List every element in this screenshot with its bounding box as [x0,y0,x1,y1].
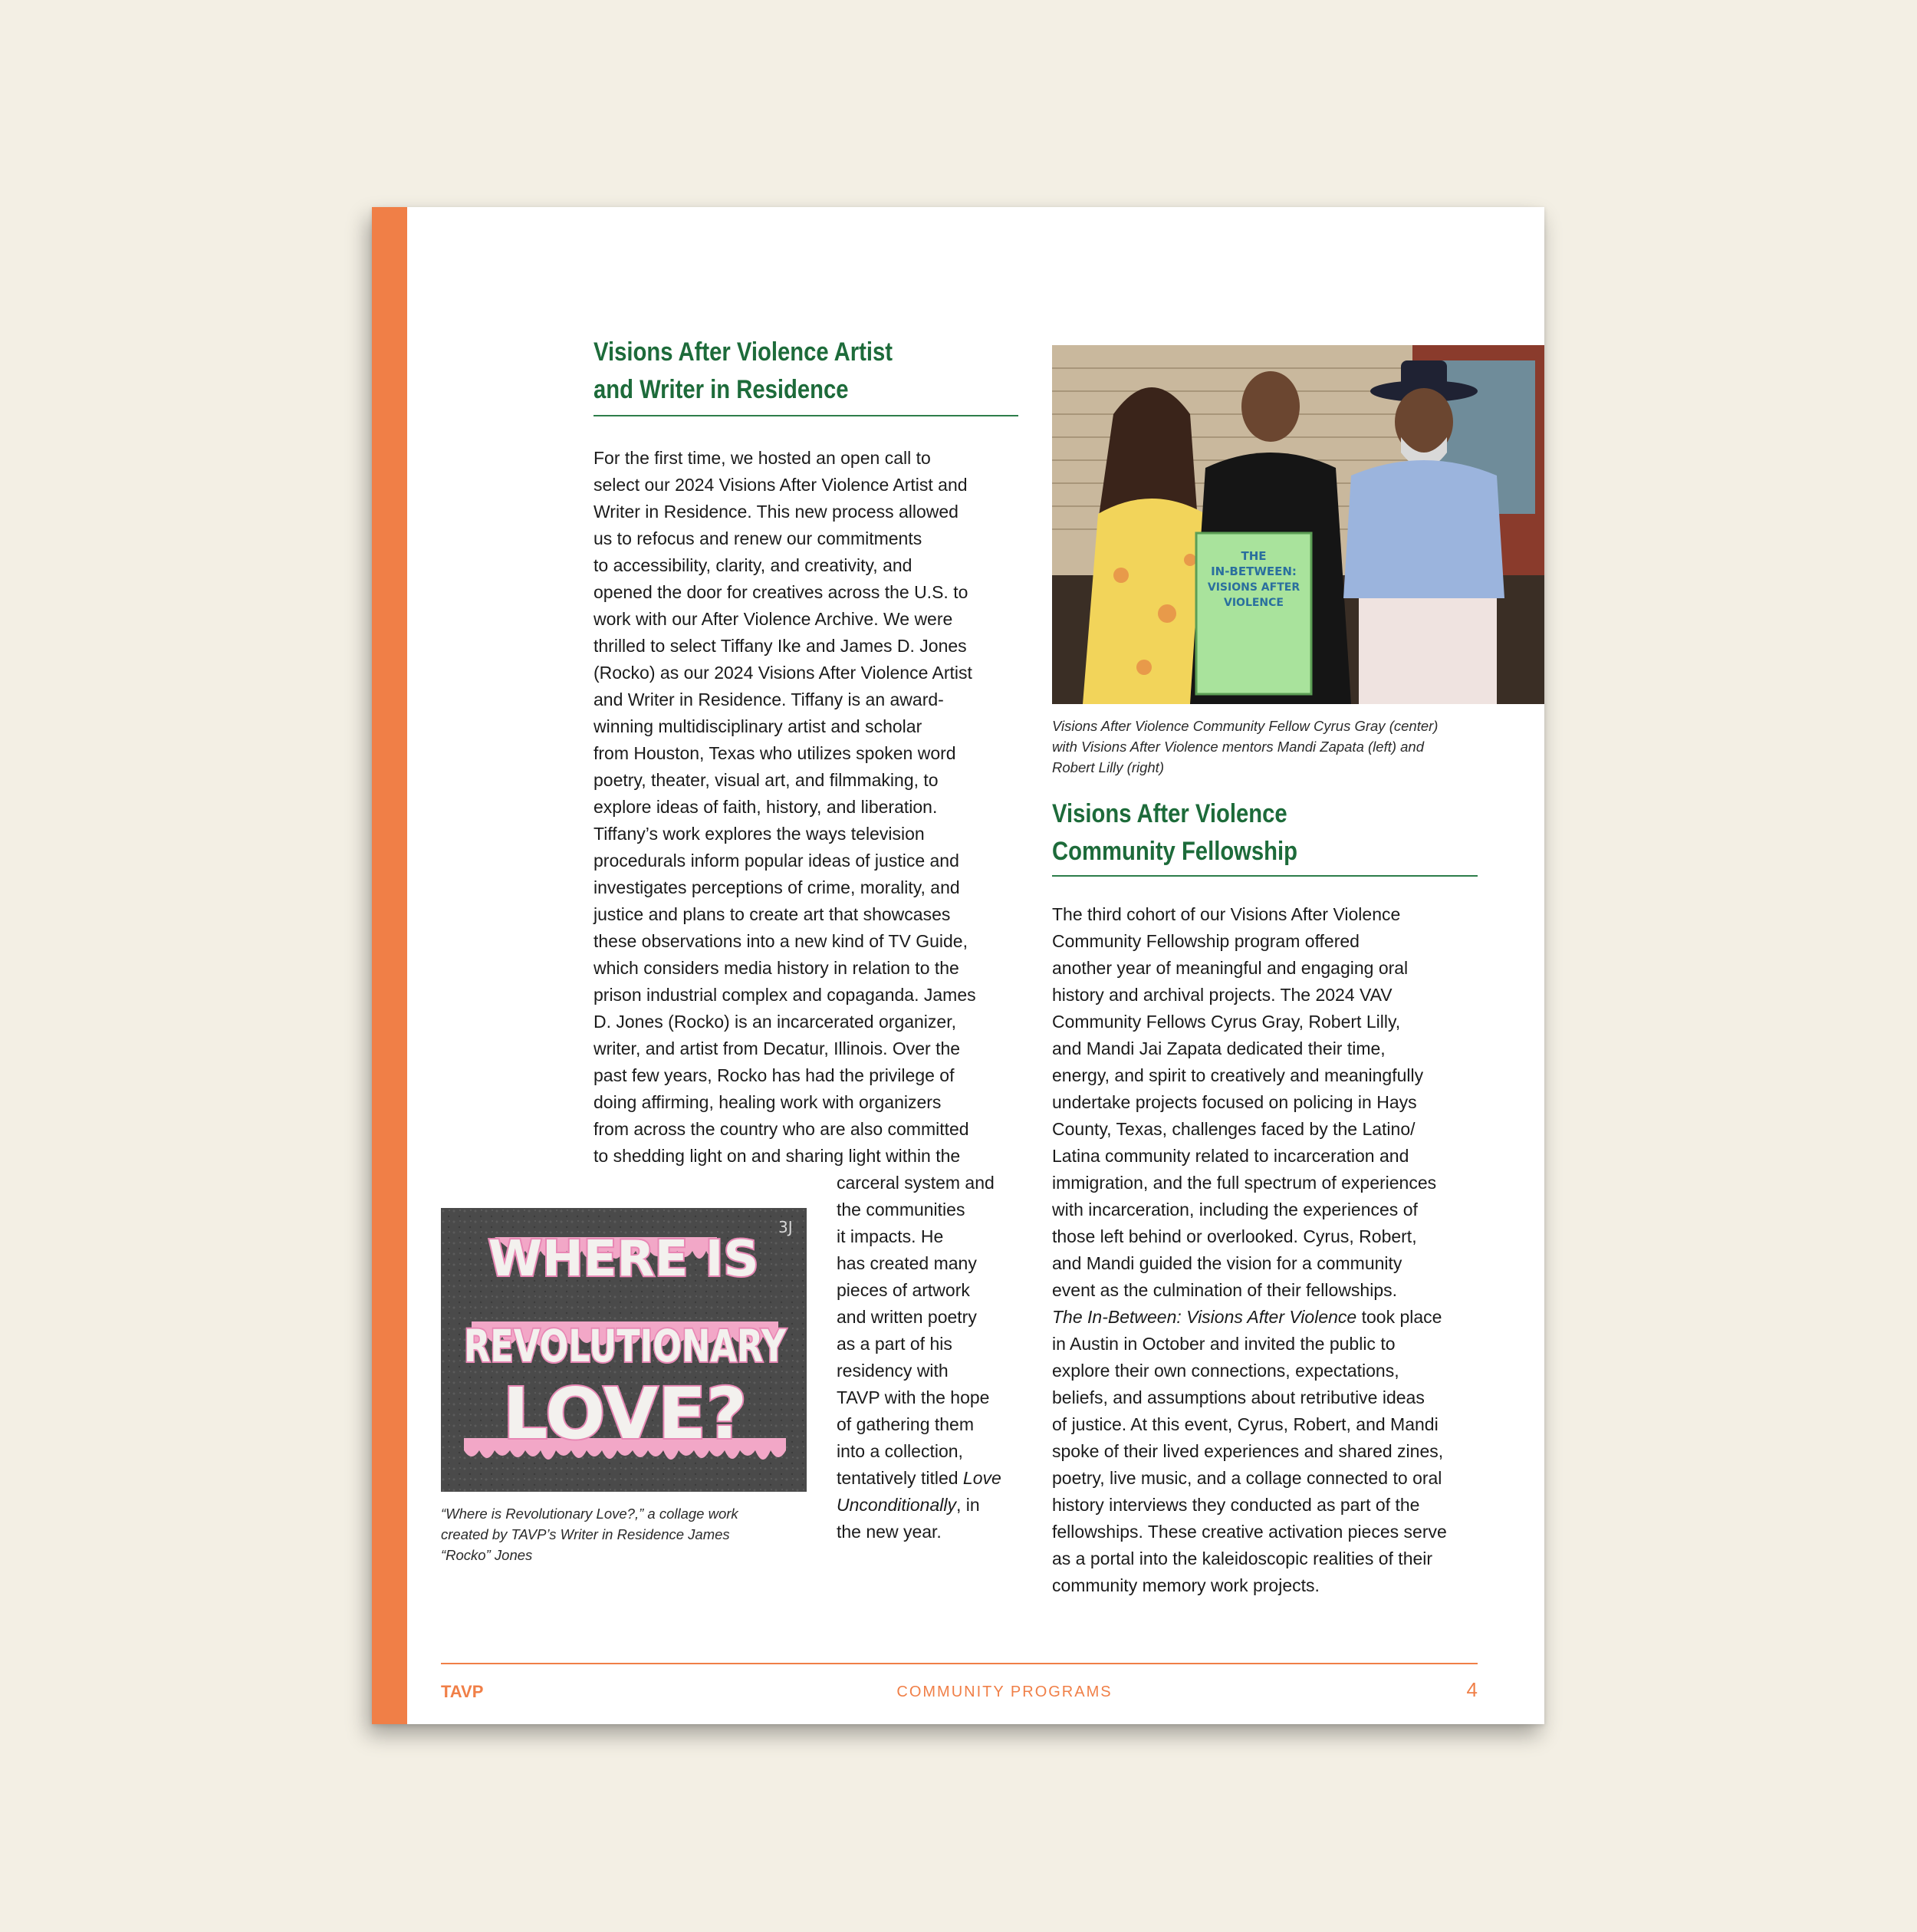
text-line: as a portal into the kaleidoscopic realities of their [1052,1549,1433,1568]
text-line: Latina community related to incarceration and [1052,1146,1409,1166]
poster-line-2: IN-BETWEEN: [1211,564,1297,578]
section1-body [594,445,976,1170]
text-line: doing affirming, healing work with organizers [594,1092,942,1112]
caption-line: “Rocko” Jones [441,1547,533,1563]
text-line: those left behind or overlooked. Cyrus, Robert, [1052,1226,1417,1246]
text-line: and Mandi guided the vision for a community [1052,1253,1402,1273]
text-line: of justice. At this event, Cyrus, Robert, and Mandi [1052,1414,1439,1434]
caption-line: created by TAVP’s Writer in Residence James [441,1526,730,1542]
section2-body-continued [1052,1331,1447,1599]
text-line: which considers media history in relation to the [594,958,959,978]
text-line: has created many [837,1253,977,1273]
text-line: these observations into a new kind of TV Guide, [594,931,968,951]
document-page [372,207,1544,1724]
caption-line: “Where is Revolutionary Love?,” a collage work [441,1506,738,1522]
text-line: Community Fellows Cyrus Gray, Robert Lilly, [1052,1012,1401,1032]
text-line: prison industrial complex and copaganda. James [594,985,976,1005]
section2-heading: Visions After Violence Community Fellowship [1052,799,1298,866]
section1-heading-rule [594,415,1018,416]
text-line: event as the culmination of their fellowships. [1052,1280,1398,1300]
text-line: carceral system and [837,1173,995,1193]
text-line: it impacts. He [837,1226,944,1246]
footer-center: COMMUNITY PROGRAMS [896,1684,1113,1700]
text-line: and written poetry [837,1307,977,1327]
footer-rule [441,1663,1478,1664]
text-line: the communities [837,1200,965,1219]
text-line: history and archival projects. The 2024 VAV [1052,985,1393,1005]
text-line: TAVP with the hope [837,1387,990,1407]
text-line: with incarceration, including the experiences of [1052,1200,1418,1219]
text-line: winning multidisciplinary artist and scholar [594,716,922,736]
text-line: pieces of artwork [837,1280,970,1300]
text-line: writer, and artist from Decatur, Illinois. Over the [594,1038,961,1058]
text-line: justice and plans to create art that showcases [594,904,951,924]
text-line: work with our After Violence Archive. We were [594,609,953,629]
text-line: past few years, Rocko has had the privilege of [594,1065,955,1085]
text-line: into a collection, [837,1441,963,1461]
poster-line-1: THE [1241,549,1267,563]
text-line: to shedding light on and sharing light within the [594,1146,961,1166]
footer-left: TAVP [441,1682,484,1701]
text-line: of gathering them [837,1414,975,1434]
collage-text-where-is: WHERE IS [488,1231,759,1288]
text-line: as a part of his [837,1334,952,1354]
text-line: D. Jones (Rocko) is an incarcerated organizer, [594,1012,956,1032]
orange-side-stripe [372,207,407,1724]
text-line: Community Fellowship program offered [1052,931,1360,951]
text-line: Tiffany’s work explores the ways television [594,824,925,844]
footer-page-number: 4 [1466,1678,1478,1701]
section1-heading: Visions After Violence Artist and Writer in Residence [594,337,893,404]
text-line: The third cohort of our Visions After Violence [1052,904,1401,924]
text-line: spoke of their lived experiences and shared zines, [1052,1441,1444,1461]
collage-signature: 3J [778,1218,793,1236]
caption-line: Visions After Violence Community Fellow Cyrus Gray (center) [1052,718,1439,734]
caption-line: with Visions After Violence mentors Mandi Zapata (left) and [1052,739,1425,755]
text-line: procedurals inform popular ideas of justice and [594,851,959,871]
text-line: For the first time, we hosted an open call to [594,448,931,468]
poster-line-3: VISIONS AFTER [1207,581,1300,594]
text-line: history interviews they conducted as part of the [1052,1495,1420,1515]
collage-artwork [441,1208,807,1492]
text-line: beliefs, and assumptions about retributive ideas [1052,1387,1425,1407]
text-line: from across the country who are also committed [594,1119,969,1139]
text-line: select our 2024 Visions After Violence Artist and [594,475,968,495]
text-line: poetry, theater, visual art, and filmmaking, to [594,770,939,790]
text-line: from Houston, Texas who utilizes spoken word [594,743,956,763]
section2-heading-rule [1052,875,1478,877]
text-line: us to refocus and renew our commitments [594,528,922,548]
collage-caption [441,1503,738,1565]
text-line: to accessibility, clarity, and creativity, and [594,555,912,575]
text-line: explore ideas of faith, history, and liberation. [594,797,938,817]
text-line: residency with [837,1361,949,1381]
section2-event-line: The In-Between: Visions After Violence took place [1052,1307,1442,1327]
poster-line-4: VIOLENCE [1224,597,1284,609]
text-line: County, Texas, challenges faced by the Latino/ [1052,1119,1416,1139]
text-line: and Mandi Jai Zapata dedicated their time, [1052,1038,1386,1058]
text-line: (Rocko) as our 2024 Visions After Violence Artist [594,663,972,683]
text-line: Writer in Residence. This new process allowed [594,502,958,522]
text-line: explore their own connections, expectations, [1052,1361,1399,1381]
text-line: in Austin in October and invited the public to [1052,1334,1396,1354]
text-line: community memory work projects. [1052,1575,1320,1595]
section1-body-narrow [837,1170,995,1465]
section2-body [1052,901,1436,1304]
photo-caption [1052,716,1438,778]
collage-text-love: LOVE? [502,1373,748,1455]
text-line: investigates perceptions of crime, morality, and [594,877,960,897]
caption-line: Robert Lilly (right) [1052,759,1164,775]
text-line: energy, and spirit to creatively and meaningfully [1052,1065,1424,1085]
collage-text-revolutionary: REVOLUTIONARY [464,1320,787,1372]
text-line: another year of meaningful and engaging oral [1052,958,1409,978]
text-line: immigration, and the full spectrum of experiences [1052,1173,1437,1193]
text-line: poetry, live music, and a collage connected to oral [1052,1468,1442,1488]
section1-closing: tentatively titled Love Unconditionally, in the new year. [837,1468,1001,1542]
text-line: fellowships. These creative activation pieces serve [1052,1522,1447,1542]
text-line: undertake projects focused on policing in Hays [1052,1092,1417,1112]
text-line: opened the door for creatives across the U.S. to [594,582,968,602]
text-line: thrilled to select Tiffany Ike and James D. Jones [594,636,967,656]
fellows-photo [1052,345,1544,704]
text-line: and Writer in Residence. Tiffany is an award- [594,690,944,709]
